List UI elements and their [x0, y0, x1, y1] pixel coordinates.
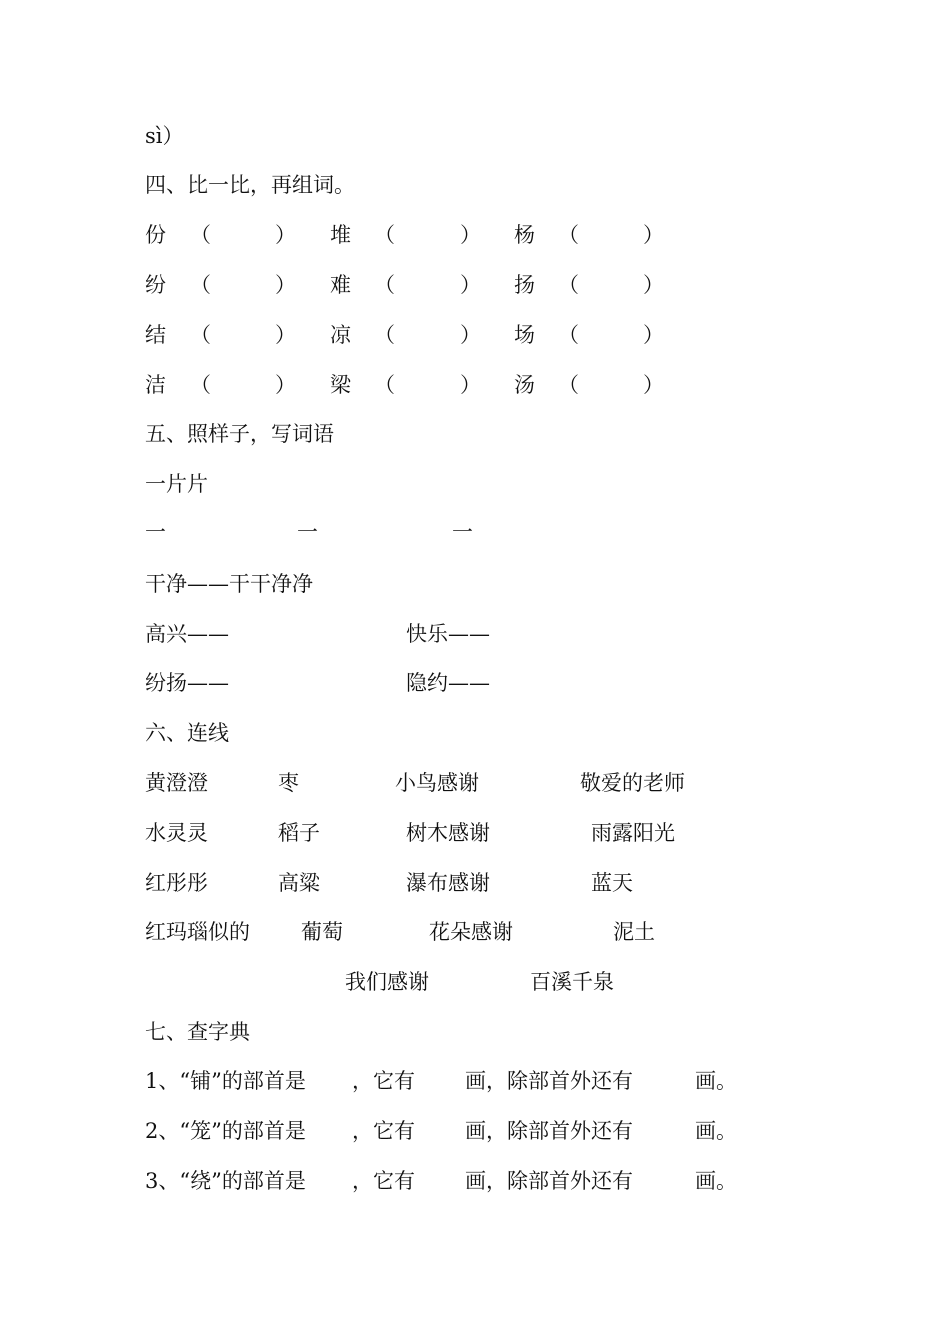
word-char: 杨	[514, 223, 535, 247]
open-paren: （	[190, 273, 211, 297]
dict-question-text: ，它有	[352, 1169, 415, 1193]
dict-question-text: ，它有	[352, 1119, 415, 1143]
match-item: 树木感谢	[406, 821, 490, 845]
word-char: 扬	[514, 273, 535, 297]
match-item: 黄澄澄	[145, 771, 208, 795]
match-item: 瀑布感谢	[406, 871, 490, 895]
dict-question-text: 画，除部首外还有	[465, 1069, 633, 1093]
word-prompt: 快乐——	[406, 622, 490, 646]
word-prompt: 高兴——	[145, 622, 229, 646]
word-char: 凉	[330, 323, 351, 347]
match-item: 蓝天	[591, 871, 633, 895]
dict-question-text: 2、“笼”的部首是	[145, 1119, 306, 1143]
match-item: 小鸟感谢	[395, 771, 479, 795]
open-paren: （	[374, 223, 395, 247]
word-char: 梁	[330, 373, 351, 397]
close-paren: ）	[643, 373, 664, 397]
word-char: 场	[514, 323, 535, 347]
close-paren: ）	[460, 373, 481, 397]
open-paren: （	[558, 373, 579, 397]
open-paren: （	[190, 323, 211, 347]
word-char: 难	[330, 273, 351, 297]
open-paren: （	[374, 373, 395, 397]
word-char: 汤	[514, 373, 535, 397]
blank-prefix: 一	[452, 520, 473, 544]
pinyin-fragment: sì）	[145, 124, 184, 148]
blank-prefix: 一	[145, 520, 166, 544]
section4-title: 四、比一比，再组词。	[145, 173, 355, 197]
word-char: 纷	[145, 273, 166, 297]
word-prompt: 隐约——	[406, 671, 490, 695]
open-paren: （	[190, 373, 211, 397]
close-paren: ）	[643, 273, 664, 297]
dict-question-text: 画。	[695, 1169, 737, 1193]
match-item: 水灵灵	[145, 821, 208, 845]
word-char: 洁	[145, 373, 166, 397]
example-word: 一片片	[145, 472, 208, 496]
close-paren: ）	[275, 373, 296, 397]
open-paren: （	[558, 273, 579, 297]
dict-question-text: 画。	[695, 1119, 737, 1143]
open-paren: （	[190, 223, 211, 247]
close-paren: ）	[643, 223, 664, 247]
dict-question-text: 画，除部首外还有	[465, 1169, 633, 1193]
section5-title: 五、照样子，写词语	[145, 422, 334, 446]
close-paren: ）	[460, 223, 481, 247]
close-paren: ）	[460, 273, 481, 297]
match-item: 稻子	[278, 821, 320, 845]
word-char: 结	[145, 323, 166, 347]
close-paren: ）	[275, 273, 296, 297]
match-item: 高粱	[278, 871, 320, 895]
match-item: 我们感谢	[345, 970, 429, 994]
match-item: 敬爱的老师	[580, 771, 685, 795]
word-char: 份	[145, 223, 166, 247]
close-paren: ）	[275, 323, 296, 347]
close-paren: ）	[275, 223, 296, 247]
open-paren: （	[558, 223, 579, 247]
word-char: 堆	[330, 223, 351, 247]
close-paren: ）	[643, 323, 664, 347]
dict-question-text: 画。	[695, 1069, 737, 1093]
section7-title: 七、查字典	[145, 1020, 250, 1044]
dict-question-text: 3、“绕”的部首是	[145, 1169, 306, 1193]
match-item: 泥土	[613, 920, 655, 944]
match-item: 葡萄	[301, 920, 343, 944]
dict-question-text: ，它有	[352, 1069, 415, 1093]
close-paren: ）	[460, 323, 481, 347]
match-item: 百溪千泉	[530, 970, 614, 994]
match-item: 花朵感谢	[429, 920, 513, 944]
match-item: 红彤彤	[145, 871, 208, 895]
dict-question-text: 1、“铺”的部首是	[145, 1069, 306, 1093]
match-item: 红玛瑙似的	[145, 920, 250, 944]
example-word: 干净——干干净净	[145, 572, 313, 596]
open-paren: （	[558, 323, 579, 347]
blank-prefix: 一	[297, 520, 318, 544]
open-paren: （	[374, 273, 395, 297]
open-paren: （	[374, 323, 395, 347]
dict-question-text: 画，除部首外还有	[465, 1119, 633, 1143]
word-prompt: 纷扬——	[145, 671, 229, 695]
match-item: 雨露阳光	[591, 821, 675, 845]
match-item: 枣	[278, 771, 299, 795]
section6-title: 六、连线	[145, 721, 229, 745]
